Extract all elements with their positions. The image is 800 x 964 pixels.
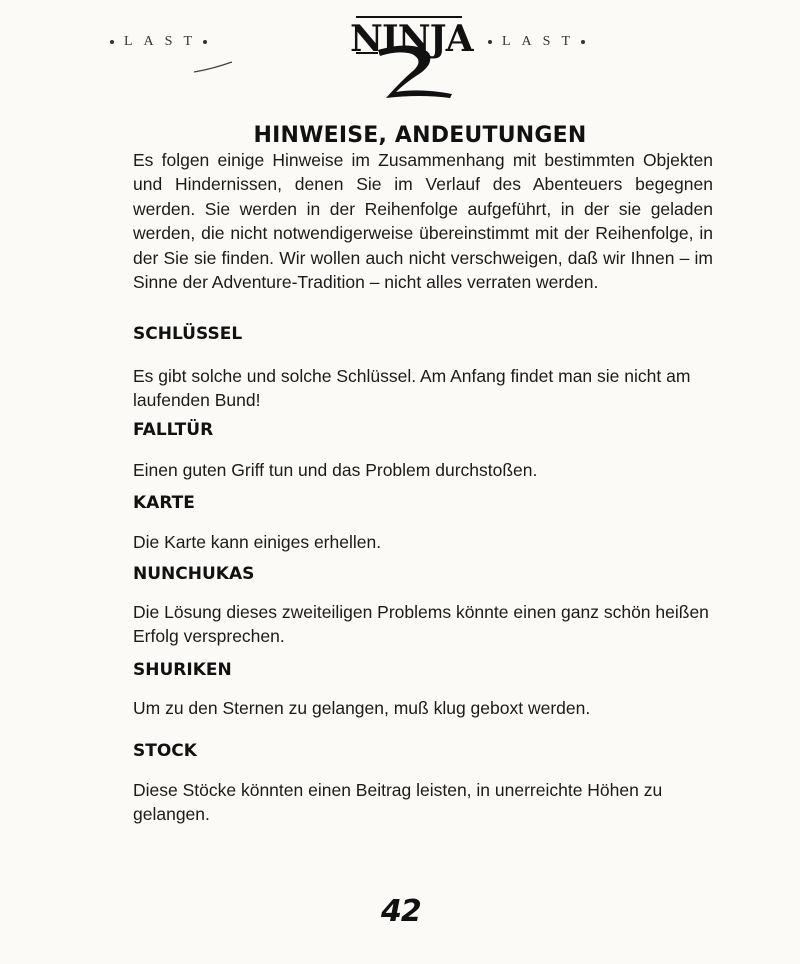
last-ninja-2-logo bbox=[350, 6, 473, 100]
section-text-stock: Diese Stöcke könnten einen Beitrag leisten, in unerreichte Höhen zu gelangen. bbox=[133, 780, 663, 824]
section-text-shuriken: Um zu den Sternen zu gelangen, muß klug geboxt werden. bbox=[133, 698, 591, 718]
header-dot bbox=[581, 40, 585, 44]
section-heading-nunchukas: NUNCHUKAS bbox=[133, 564, 255, 584]
header-right-word: LAST bbox=[502, 34, 581, 49]
header-left-wordmark bbox=[110, 34, 207, 50]
page-number: 42 bbox=[381, 894, 421, 929]
section-text-schluessel: Es gibt solche und solche Schlüssel. Am Anfang findet man sie nicht am laufenden Bund! bbox=[133, 366, 691, 410]
section-text-karte: Die Karte kann einiges erhellen. bbox=[133, 532, 382, 552]
header-pen-stroke bbox=[192, 60, 234, 74]
section-heading-falltuer: FALLTÜR bbox=[133, 420, 214, 440]
header-dot bbox=[203, 40, 207, 44]
header-dot bbox=[110, 40, 114, 44]
intro-paragraph: Es folgen einige Hinweise im Zusammenhang mit bestimmten Objekten und Hindernissen, denen Sie im Verlauf des Abenteuers begegnen werden. Sie werden in der Reihenfolge aufgeführt, in der sie geladen werden, die nicht notwendigerweise übereinstimmt mit der Reihenfolge, in der Sie sie finden. Wir wollen auch nicht verschweigen, daß wir Ihnen – im Sinne der Adventure-Tradition – nicht alles verraten werden. bbox=[133, 150, 713, 293]
section-heading-karte: KARTE bbox=[133, 493, 195, 513]
logo-text: NINJA bbox=[350, 18, 473, 60]
section-heading-stock: STOCK bbox=[133, 741, 197, 761]
section-heading-schluessel: SCHLÜSSEL bbox=[133, 324, 243, 344]
header-dot bbox=[488, 40, 492, 44]
header-left-word: LAST bbox=[124, 34, 203, 49]
section-text-nunchukas: Die Lösung dieses zweiteiligen Problems könnte einen ganz schön heißen Erfolg versprechen. bbox=[133, 602, 709, 646]
header-right-wordmark bbox=[488, 34, 585, 50]
section-text-falltuer: Einen guten Griff tun und das Problem durchstoßen. bbox=[133, 460, 538, 480]
page-title: HINWEISE, ANDEUTUNGEN bbox=[253, 122, 587, 148]
section-heading-shuriken: SHURIKEN bbox=[133, 660, 232, 680]
